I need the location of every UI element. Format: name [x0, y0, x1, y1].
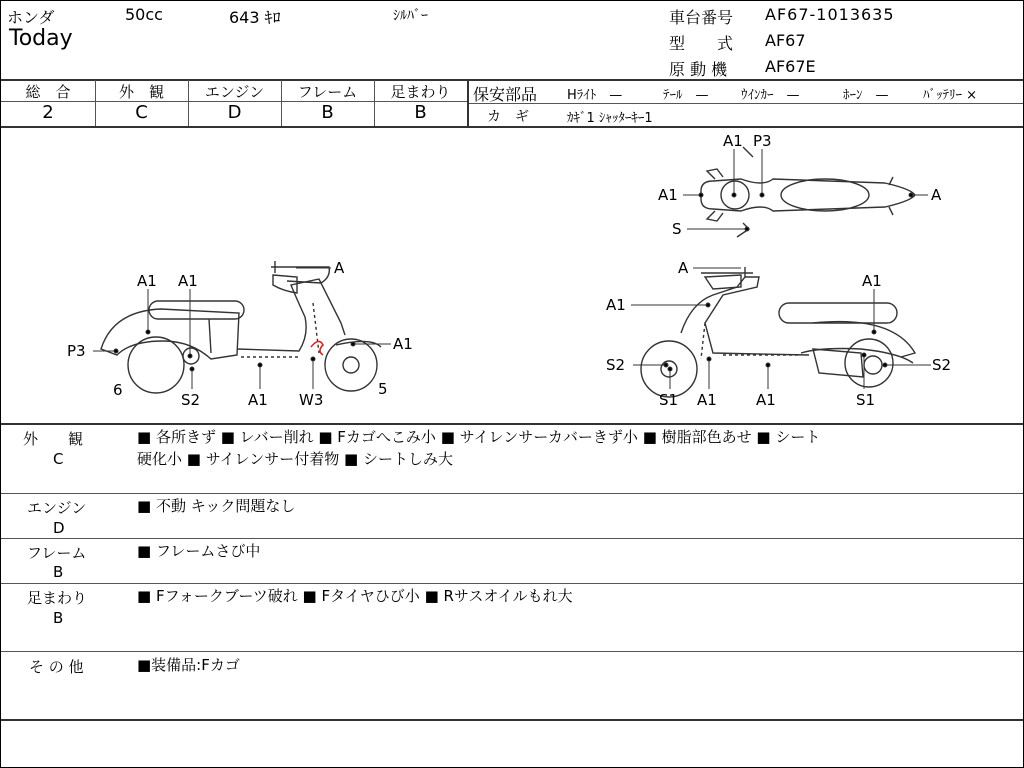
notes-suspension-grade: B — [53, 609, 64, 627]
engine-label: 原 動 機 — [669, 60, 728, 79]
safety-horn: ﾎｰﾝ — — [843, 88, 889, 103]
label-right-a1-2: A1 — [862, 272, 882, 290]
notes-engine-label: エンジン — [27, 499, 87, 517]
label-left-w3: W3 — [299, 391, 324, 409]
label-left-a1-4: A1 — [248, 391, 268, 409]
label-right-s2: S2 — [606, 356, 626, 374]
label-top-a1: A1 — [723, 132, 743, 150]
safety-parts-label: 保安部品 — [473, 85, 538, 104]
label-right-s1-2: S1 — [856, 391, 876, 409]
label-left-5: 5 — [378, 380, 388, 398]
label-left-a1-3: A1 — [393, 335, 413, 353]
notes-other-label: そ の 他 — [29, 658, 84, 676]
label-top-a1-2: A1 — [658, 186, 678, 204]
label-right-s2-2: S2 — [932, 356, 952, 374]
rule — [1, 423, 1023, 425]
rule — [1, 583, 1023, 584]
body-color: ｼﾙﾊﾞｰ — [393, 8, 428, 24]
damage-mark — [311, 341, 323, 355]
grade-exterior-value: C — [135, 102, 148, 123]
notes-other-line-1: ■装備品:Fカゴ — [137, 656, 240, 674]
notes-suspension-line-1: ■ Fフォークブーツ破れ ■ Fタイヤひび小 ■ Rサスオイルもれ大 — [137, 587, 573, 605]
engine-value: AF67E — [765, 57, 816, 76]
label-right-s1: S1 — [659, 391, 679, 409]
rule — [467, 103, 1023, 104]
rule — [1, 493, 1023, 494]
notes-engine-grade: D — [53, 519, 65, 537]
leader-lines — [93, 149, 931, 389]
label-left-a1-2: A1 — [178, 272, 198, 290]
model-name: Today — [9, 26, 73, 51]
label-left-s2: S2 — [181, 391, 201, 409]
grade-engine-label: エンジン — [204, 83, 265, 101]
rule — [1, 538, 1023, 539]
notes-exterior-line-1: ■ 各所きず ■ レバー削れ ■ Fカゴへこみ小 ■ サイレンサーカバーきず小 ■ 樹脂部色あせ ■ シート — [137, 428, 821, 446]
notes-exterior-line-2: 硬化小 ■ サイレンサー付着物 ■ シートしみ大 — [137, 450, 453, 468]
label-right-a1-4: A1 — [756, 391, 776, 409]
label-left-a1: A1 — [137, 272, 157, 290]
grade-overall-value: 2 — [42, 102, 54, 123]
key-label: カ ギ — [487, 109, 529, 125]
grade-exterior-label: 外 観 — [118, 83, 164, 101]
label-left-p3: P3 — [67, 342, 86, 360]
label-left-a: A — [334, 259, 345, 277]
key-value: ｶｷﾞ1 ｼｬｯﾀｰｷｰ1 — [567, 111, 653, 126]
grade-frame-label: フレーム — [297, 83, 358, 101]
label-right-a1-3: A1 — [697, 391, 717, 409]
grade-frame-value: B — [321, 102, 334, 123]
grade-suspension-value: B — [414, 102, 427, 123]
grade-overall-label: 総 合 — [25, 83, 71, 101]
notes-exterior-grade: C — [53, 450, 64, 468]
maker: ホンダ — [7, 8, 55, 27]
frame-no-label: 車台番号 — [669, 8, 734, 27]
label-left-6: 6 — [113, 381, 123, 399]
label-right-a: A — [678, 259, 689, 277]
frame-no: AF67-1013635 — [765, 5, 895, 24]
safety-battery: ﾊﾞｯﾃﾘｰ × — [923, 88, 978, 103]
safety-tail: ﾃｰﾙ — — [663, 88, 709, 103]
damage-diagram — [1, 127, 1023, 423]
type-value: AF67 — [765, 31, 806, 50]
notes-engine-line-1: ■ 不動 キック問題なし — [137, 497, 296, 515]
label-right-a1: A1 — [606, 296, 626, 314]
rule — [1, 719, 1023, 721]
mileage: 643 ｷﾛ — [229, 8, 281, 27]
notes-frame-grade: B — [53, 563, 64, 581]
rule — [467, 80, 469, 126]
notes-suspension-label: 足まわり — [27, 589, 88, 607]
safety-headlight: Hﾗｲﾄ — — [567, 88, 623, 103]
notes-frame-label: フレーム — [27, 544, 87, 562]
notes-exterior-label: 外 観 — [23, 430, 84, 448]
notes-frame-line-1: ■ フレームさび中 — [137, 542, 261, 560]
label-top-s: S — [672, 220, 682, 238]
label-top-p3: P3 — [753, 132, 772, 150]
safety-winker: ｳｲﾝｶｰ — — [741, 88, 800, 103]
displacement: 50cc — [125, 5, 163, 24]
type-label: 型 式 — [669, 34, 734, 53]
grade-engine-value: D — [227, 102, 242, 123]
scooter-top-view — [701, 147, 915, 237]
rule — [1, 651, 1023, 652]
grade-suspension-label: 足まわり — [390, 83, 451, 101]
label-top-a: A — [931, 186, 942, 204]
